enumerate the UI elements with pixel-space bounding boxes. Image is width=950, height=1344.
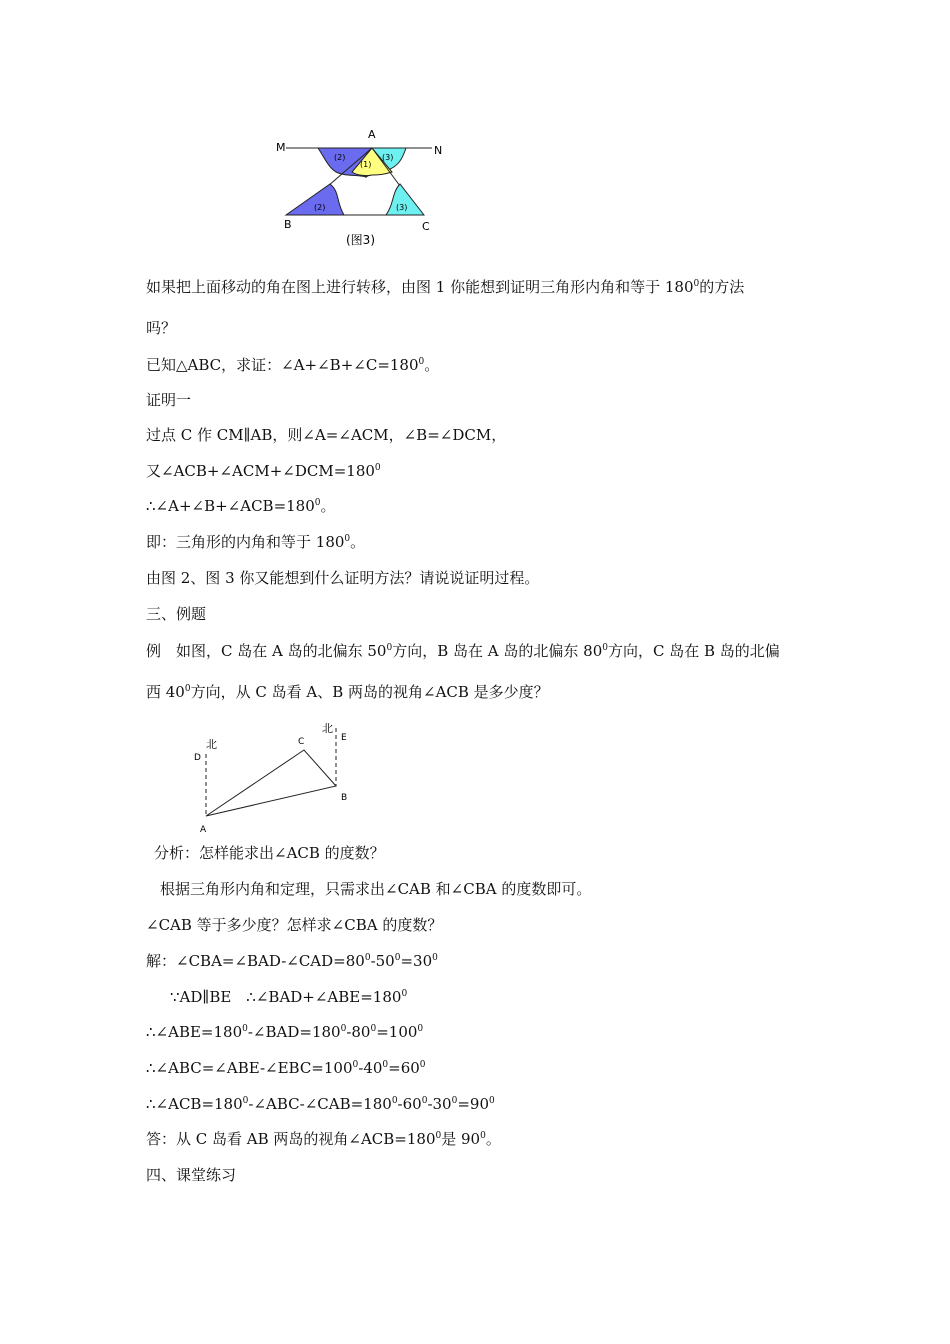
figure-3-diagram	[268, 122, 458, 250]
proof-line-2: 又$\angle ACB+\angle ACM+\angle DCM=180^0$	[146, 462, 381, 480]
label-d: D	[194, 753, 201, 763]
paragraph-line-2: 吗？	[146, 319, 177, 337]
question-line: 由图 2、图 3 你又能想到什么证明方法？请说说证明过程。	[146, 569, 540, 587]
example-line-1: 例 如图，C 岛在 A 岛的北偏东 $50^0$方向，B 岛在 A 岛的北偏东 $80^0$方向，C 岛在 B 岛的北偏	[146, 642, 780, 660]
section-practice-heading: 四、课堂练习	[146, 1166, 237, 1184]
answer-line: 答：从 C 岛看 AB 两岛的视角$\angle ACB=180^0$是 $90^0$。	[146, 1130, 501, 1148]
label-b: B	[284, 218, 292, 231]
label-c-island: C	[298, 737, 305, 747]
conclusion-line: 即：三角形的内角和等于 $180^0$。	[146, 533, 366, 551]
label-m: M	[276, 141, 286, 154]
solution-line-2: ∵AD∥BE $\therefore\angle BAD+\angle ABE=180^0$	[170, 988, 408, 1006]
label-e: E	[341, 733, 347, 743]
label-angle-1: (1)	[360, 160, 372, 169]
north-label-right: 北	[322, 722, 333, 735]
label-a: A	[368, 128, 376, 141]
analysis-line-3: ∠CAB 等于多少度？怎样求∠CBA 的度数？	[146, 916, 443, 934]
label-top-angle-3: (3)	[382, 153, 394, 162]
section-example-heading: 三、例题	[146, 605, 207, 623]
proof-line-1: 过点 C 作 CM∥AB，则∠A=∠ACM，∠B=∠DCM，	[146, 426, 507, 444]
north-label-left: 北	[206, 738, 217, 751]
label-a-island: A	[200, 825, 207, 835]
analysis-line-2: 根据三角形内角和定理，只需求出∠CAB 和∠CBA 的度数即可。	[160, 880, 592, 898]
proof-line-3: $\therefore\angle A+\angle B+\angle ACB=180^0$。	[146, 497, 336, 515]
label-bottom-angle-2: (2)	[314, 203, 326, 212]
label-n: N	[434, 144, 443, 157]
solution-line-3: $\therefore\angle ABE=180^0-\angle BAD=180^0-80^0=100^0$	[146, 1023, 424, 1041]
label-b-island: B	[341, 793, 348, 803]
solution-line-1: 解：$\angle CBA=\angle BAD-\angle CAD=80^0-50^0=30^0$	[146, 952, 438, 970]
analysis-line: 分析：怎样能求出∠ACB 的度数？	[154, 844, 385, 862]
solution-line-5: $\therefore\angle ACB=180^0-\angle ABC-\angle CAB=180^0-60^0-30^0=90^0$	[146, 1095, 495, 1113]
label-c: C	[422, 220, 430, 233]
paragraph-line-1: 如果把上面移动的角在图上进行转移，由图 1 你能想到证明三角形内角和等于 $180^0$的方法	[146, 278, 745, 296]
given-line: 已知△ABC，求证：$\angle A+\angle B+\angle C=180^0$。	[146, 356, 440, 374]
solution-line-4: $\therefore\angle ABC=\angle ABE-\angle EBC=100^0-40^0=60^0$	[146, 1059, 426, 1077]
triangle-abc	[206, 750, 336, 816]
proof-heading: 证明一	[146, 391, 192, 409]
figure-3-caption: (图3)	[346, 233, 375, 247]
islands-diagram	[186, 718, 366, 838]
label-bottom-angle-3: (3)	[396, 203, 408, 212]
label-top-angle-2: (2)	[334, 153, 346, 162]
example-line-2: 西 $40^0$方向，从 C 岛看 A、B 两岛的视角∠ACB 是多少度？	[146, 683, 549, 701]
